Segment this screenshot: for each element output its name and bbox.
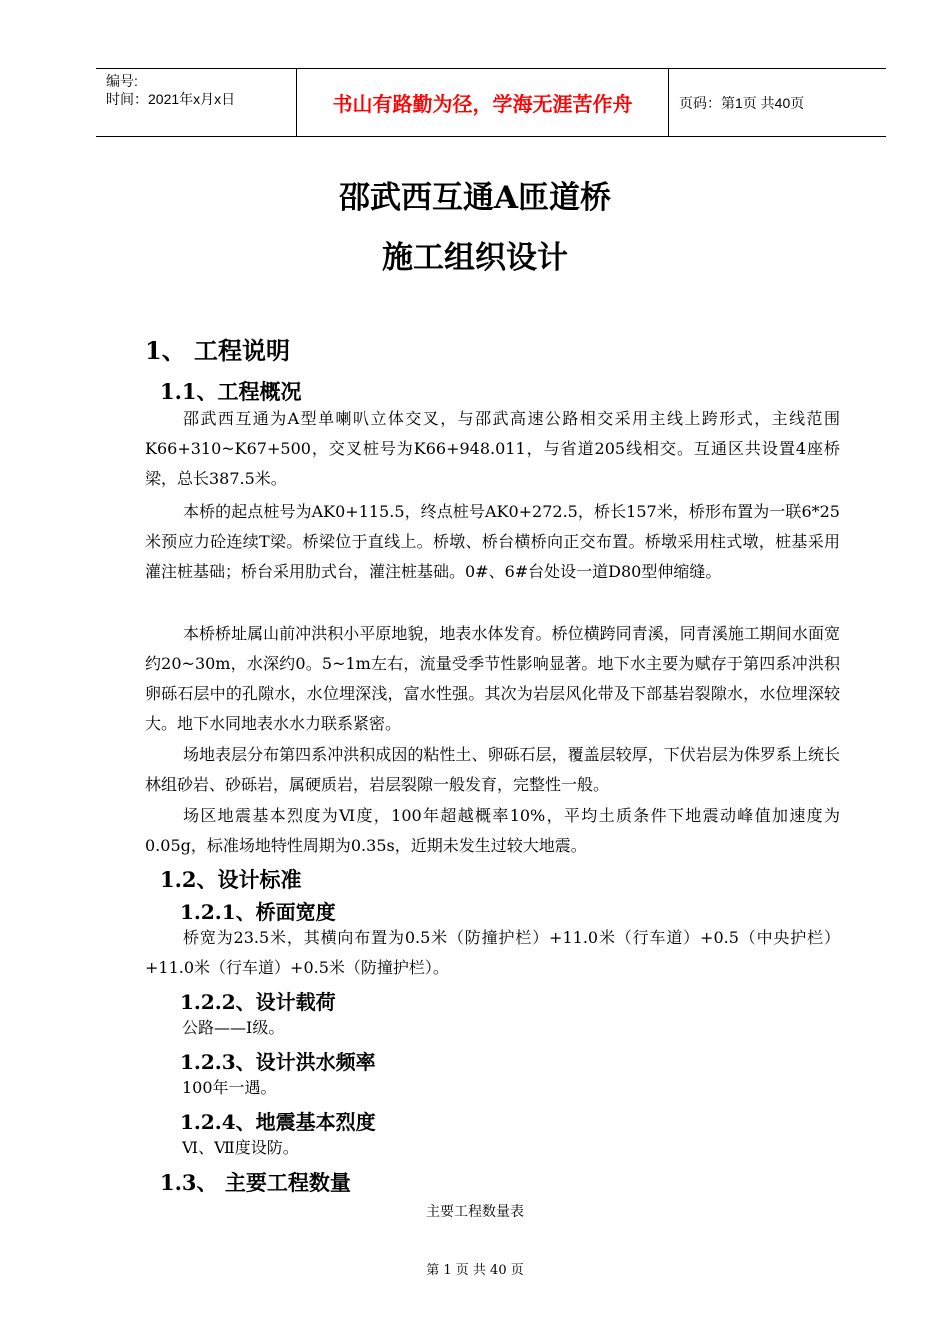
paragraph-overview-5: 场区地震基本烈度为Ⅵ度，100年超越概率10%，平均土质条件下地震动峰值加速度为0.05g，标准场地特性周期为0.35s，近期未发生过较大地震。 <box>145 806 840 855</box>
page-header <box>96 68 886 137</box>
header-time-label: 时间：2021年x月x日 <box>106 91 236 107</box>
section-heading-1-1: 1.1、工程概况 <box>160 379 302 404</box>
section-heading-1-2-2: 1.2.2、设计载荷 <box>180 990 336 1014</box>
section-heading-1-2: 1.2、设计标准 <box>160 867 302 892</box>
paragraph-overview-3: 本桥桥址属山前冲洪积小平原地貌，地表水体发育。桥位横跨同青溪，同青溪施工期间水面宽约20~30m，水深约0。5~1m左右，流量受季节性影响显著。地下水主要为赋存于第四系冲洪积卵砾石层中的孔隙水，水位埋深浅，富水性强。其次为岩层风化带及下部基岩裂隙水，水位埋深较大。地下水同地表水水力联系紧密。 <box>145 624 840 733</box>
paragraph-overview-1: 邵武西互通为A型单喇叭立体交叉，与邵武高速公路相交采用主线上跨形式，主线范围K66+310~K67+500，交叉桩号为K66+948.011，与省道205线相交。互通区共设置4座桥梁，总长387.5米。 <box>145 409 840 488</box>
paragraph-seismic-intensity: Ⅵ、Ⅶ度设防。 <box>182 1138 299 1157</box>
document-title-line2: 施工组织设计 <box>382 240 568 276</box>
header-motto: 书山有路勤为径，学海无涯苦作舟 <box>296 69 669 136</box>
section-heading-1-2-4: 1.2.4、地震基本烈度 <box>180 1110 376 1134</box>
page-footer: 第 1 页 共 40 页 <box>426 1263 524 1278</box>
document-title-line1: 邵武西互通A匝道桥 <box>338 180 612 216</box>
paragraph-flood-frequency: 100年一遇。 <box>182 1078 277 1097</box>
section-heading-1: 1、 工程说明 <box>145 336 291 365</box>
paragraph-design-load: 公路——Ⅰ级。 <box>182 1018 285 1037</box>
paragraph-overview-2: 本桥的起点桩号为AK0+115.5，终点桩号AK0+272.5，桥长157米，桥形布置为一联6*25米预应力砼连续T梁。桥梁位于直线上。桥墩、桥台横桥向正交布置。桥墩采用柱式墩，桩基采用灌注桩基础；桥台采用肋式台，灌注桩基础。0#、6#台处设一道D80型伸缩缝。 <box>145 502 840 581</box>
paragraph-overview-4: 场地表层分布第四系冲洪积成因的粘性土、卵砾石层，覆盖层较厚，下伏岩层为侏罗系上统长林组砂岩、砂砾岩，属硬质岩，岩层裂隙一般发育，完整性一般。 <box>145 745 840 794</box>
header-number-label: 编号: <box>106 73 138 89</box>
paragraph-deck-width: 桥宽为23.5米，其横向布置为0.5米（防撞护栏）+11.0米（行车道）+0.5（中央护栏）+11.0米（行车道）+0.5米（防撞护栏）。 <box>145 928 840 977</box>
header-page-info: 页码：第1页 共40页 <box>679 94 805 111</box>
table-caption: 主要工程数量表 <box>426 1204 524 1220</box>
header-meta <box>96 69 296 136</box>
section-heading-1-2-3: 1.2.3、设计洪水频率 <box>180 1050 376 1074</box>
section-heading-1-3: 1.3、 主要工程数量 <box>160 1170 351 1195</box>
section-heading-1-2-1: 1.2.1、桥面宽度 <box>180 900 336 924</box>
